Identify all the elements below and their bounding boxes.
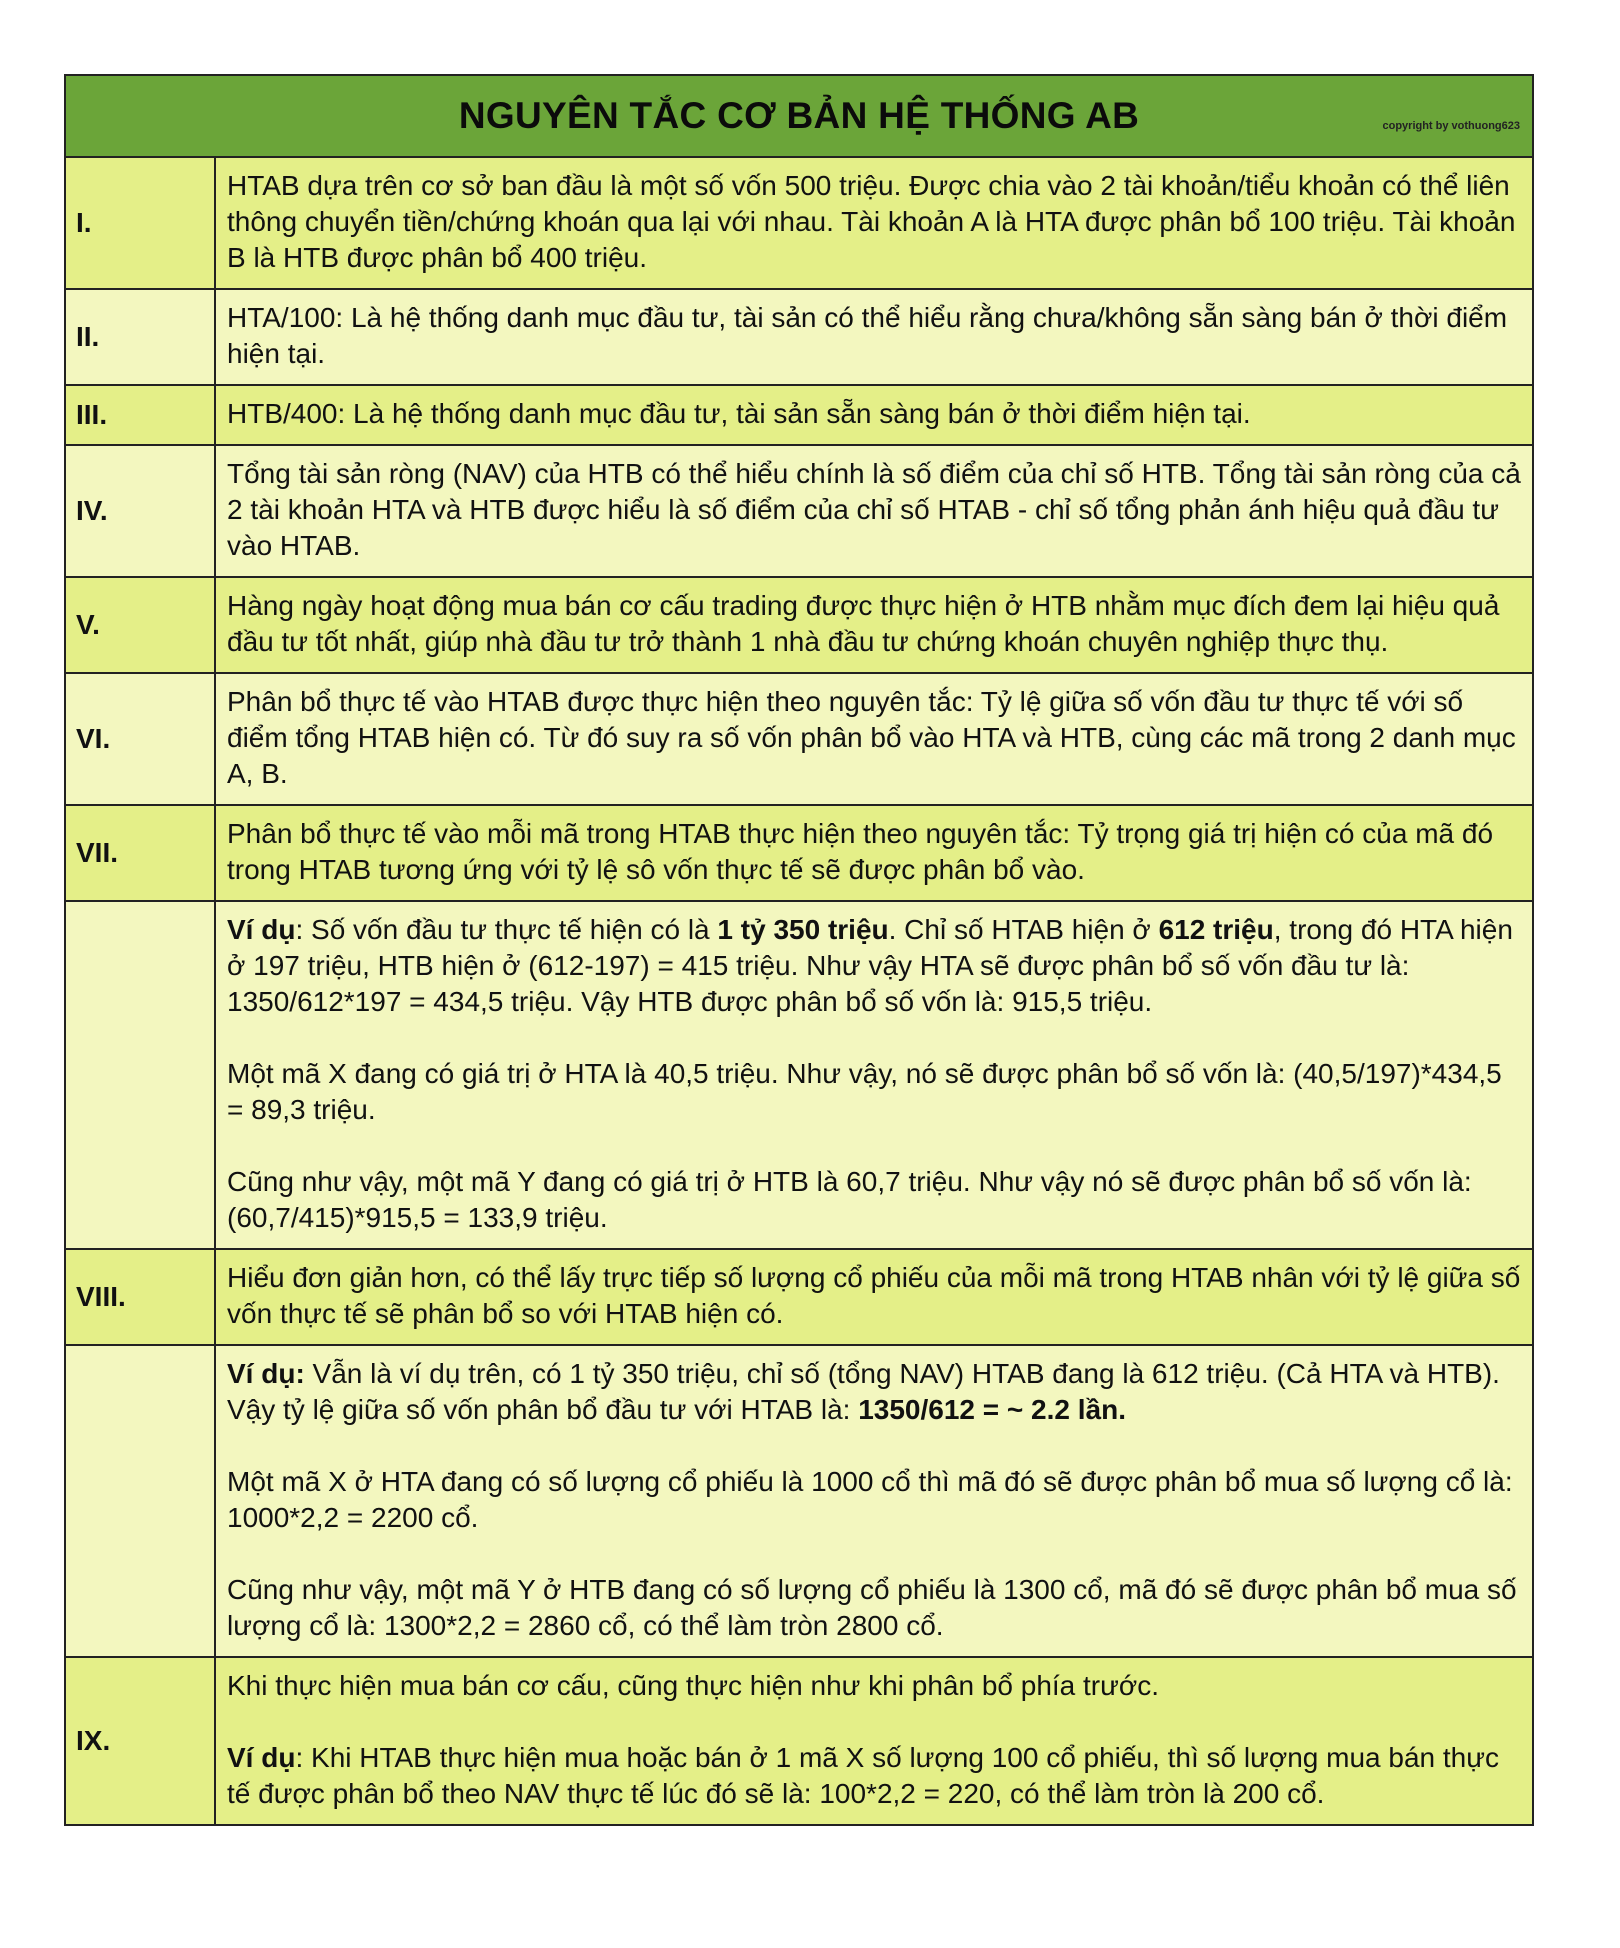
row-content [215, 1345, 1533, 1657]
row-content [215, 385, 1533, 445]
row-content [215, 1249, 1533, 1345]
row-content [215, 577, 1533, 673]
row-paragraph: Khi thực hiện mua bán cơ cấu, cũng thực hiện như khi phân bổ phía trước. [227, 1670, 1160, 1701]
table-row [65, 901, 1533, 1249]
table-row [65, 1249, 1533, 1345]
row-content [215, 805, 1533, 901]
row-content [215, 445, 1533, 577]
row-paragraph: Phân bổ thực tế vào mỗi mã trong HTAB thực hiện theo nguyên tắc: Tỷ trọng giá trị hiện có của mã đó trong HTAB tương ứng với tỷ lệ sô vốn thực tế sẽ được phân bổ vào. [227, 818, 1494, 885]
row-number [65, 1345, 215, 1657]
row-number: VII. [65, 805, 215, 901]
table-row [65, 157, 1533, 289]
row-paragraph: Một mã X ở HTA đang có số lượng cổ phiếu là 1000 cổ thì mã đó sẽ được phân bổ mua số lượng cổ là: 1000*2,2 = 2200 cổ. [227, 1466, 1513, 1533]
row-content [215, 901, 1533, 1249]
principles-table [64, 74, 1534, 1826]
copyright-note: copyright by vothuong623 [1382, 120, 1520, 132]
table-row [65, 289, 1533, 385]
table-body [65, 75, 1533, 1825]
header-row [65, 75, 1533, 157]
row-paragraph: Ví dụ: Số vốn đầu tư thực tế hiện có là 1 tỷ 350 triệu. Chỉ số HTAB hiện ở 612 triệu, trong đó HTA hiện ở 197 triệu, HTB hiện ở (612-197) = 415 triệu. Như vậy HTA sẽ được phân bổ số vốn đầu tư là: 1350/612*197 = 434,5 triệu. Vậy HTB được phân bổ số vốn là: 915,5 triệu. [227, 914, 1513, 1017]
row-paragraph: Tổng tài sản ròng (NAV) của HTB có thể hiểu chính là số điểm của chỉ số HTB. Tổng tài sản ròng của cả 2 tài khoản HTA và HTB được hiểu là số điểm của chỉ số HTAB - chỉ số tổng phản ánh hiệu quả đầu tư vào HTAB. [227, 458, 1521, 561]
row-number: II. [65, 289, 215, 385]
row-paragraph: Cũng như vậy, một mã Y ở HTB đang có số lượng cổ phiếu là 1300 cổ, mã đó sẽ được phân bổ mua số lượng cổ là: 1300*2,2 = 2860 cổ, có thể làm tròn 2800 cổ. [227, 1574, 1517, 1641]
row-paragraph: HTB/400: Là hệ thống danh mục đầu tư, tài sản sẵn sàng bán ở thời điểm hiện tại. [227, 398, 1251, 429]
row-number: VIII. [65, 1249, 215, 1345]
row-number: IX. [65, 1657, 215, 1825]
row-number: V. [65, 577, 215, 673]
row-number: IV. [65, 445, 215, 577]
table-row [65, 673, 1533, 805]
row-paragraph: Phân bổ thực tế vào HTAB được thực hiện theo nguyên tắc: Tỷ lệ giữa số vốn đầu tư thực tế với số điểm tổng HTAB hiện có. Từ đó suy ra số vốn phân bổ vào HTA và HTB, cùng các mã trong 2 danh mục A, B. [227, 686, 1516, 789]
row-paragraph: Hiểu đơn giản hơn, có thể lấy trực tiếp số lượng cổ phiếu của mỗi mã trong HTAB nhân với tỷ lệ giữa số vốn thực tế sẽ phân bổ so với HTAB hiện có. [227, 1262, 1521, 1329]
row-content [215, 673, 1533, 805]
row-content [215, 1657, 1533, 1825]
row-paragraph: Cũng như vậy, một mã Y đang có giá trị ở HTB là 60,7 triệu. Như vậy nó sẽ được phân bổ số vốn là: (60,7/415)*915,5 = 133,9 triệu. [227, 1166, 1472, 1233]
table-row [65, 577, 1533, 673]
row-number: III. [65, 385, 215, 445]
table-row [65, 445, 1533, 577]
row-number: I. [65, 157, 215, 289]
table-row [65, 1657, 1533, 1825]
page-title: NGUYÊN TẮC CƠ BẢN HỆ THỐNG AB [458, 95, 1140, 136]
row-number [65, 901, 215, 1249]
row-paragraph: Ví dụ: Vẫn là ví dụ trên, có 1 tỷ 350 triệu, chỉ số (tổng NAV) HTAB đang là 612 triệu. (Cả HTA và HTB). Vậy tỷ lệ giữa số vốn phân bổ đầu tư với HTAB là: 1350/612 = ~ 2.2 lần. [227, 1358, 1500, 1425]
table-row [65, 385, 1533, 445]
row-paragraph: Một mã X đang có giá trị ở HTA là 40,5 triệu. Như vậy, nó sẽ được phân bổ số vốn là: (40,5/197)*434,5 = 89,3 triệu. [227, 1058, 1502, 1125]
row-paragraph: HTAB dựa trên cơ sở ban đầu là một số vốn 500 triệu. Được chia vào 2 tài khoản/tiểu khoản có thể liên thông chuyển tiền/chứng khoán qua lại với nhau. Tài khoản A là HTA được phân bổ 100 triệu. Tài khoản B là HTB được phân bổ 400 triệu. [227, 170, 1516, 273]
row-number: VI. [65, 673, 215, 805]
row-content [215, 289, 1533, 385]
header-cell [65, 75, 1533, 157]
row-content [215, 157, 1533, 289]
table-row [65, 1345, 1533, 1657]
row-paragraph: Hàng ngày hoạt động mua bán cơ cấu trading được thực hiện ở HTB nhằm mục đích đem lại hiệu quả đầu tư tốt nhất, giúp nhà đầu tư trở thành 1 nhà đầu tư chứng khoán chuyên nghiệp thực thụ. [227, 590, 1500, 657]
table-row [65, 805, 1533, 901]
row-paragraph: HTA/100: Là hệ thống danh mục đầu tư, tài sản có thể hiểu rằng chưa/không sẵn sàng bán ở thời điểm hiện tại. [227, 302, 1508, 369]
row-paragraph: Ví dụ: Khi HTAB thực hiện mua hoặc bán ở 1 mã X số lượng 100 cổ phiếu, thì số lượng mua bán thực tế được phân bổ theo NAV thực tế lúc đó sẽ là: 100*2,2 = 220, có thể làm tròn là 200 cổ. [227, 1742, 1499, 1809]
